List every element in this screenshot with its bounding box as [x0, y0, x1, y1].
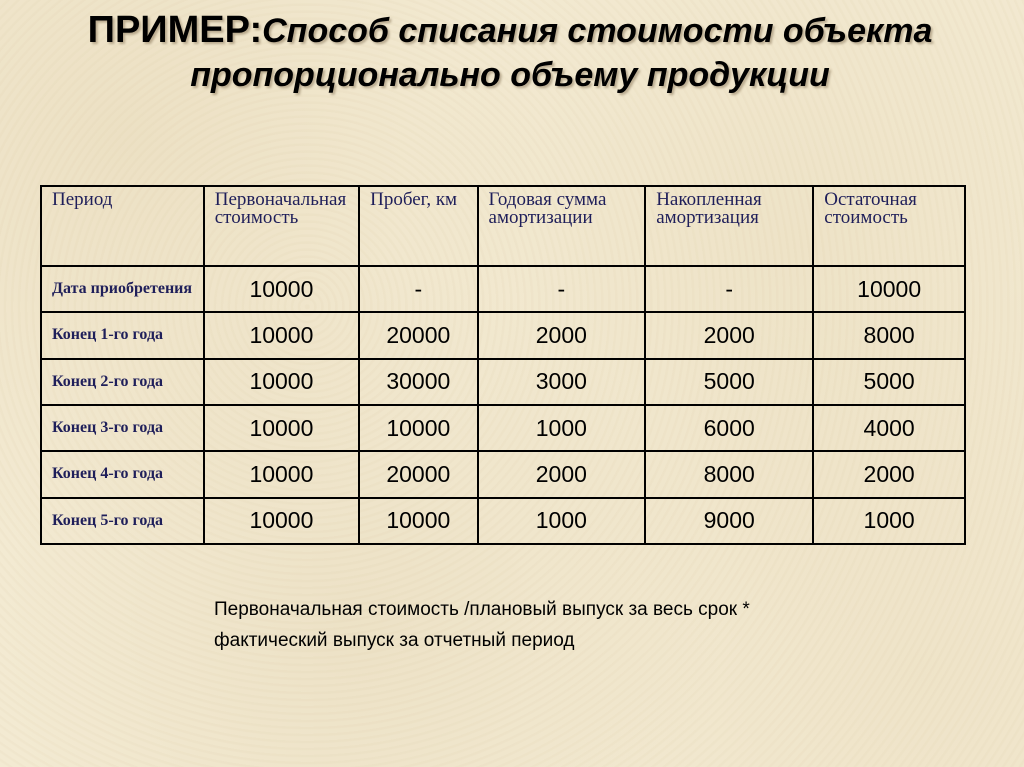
cell-mileage: 30000: [359, 359, 477, 405]
cell-initial-cost: 10000: [204, 451, 359, 497]
header-mileage: Пробег, км: [359, 186, 477, 266]
cell-initial-cost: 10000: [204, 498, 359, 544]
header-period: Период: [41, 186, 204, 266]
cell-annual-depreciation: 3000: [478, 359, 646, 405]
cell-mileage: 20000: [359, 312, 477, 358]
cell-annual-depreciation: -: [478, 266, 646, 312]
cell-annual-depreciation: 1000: [478, 498, 646, 544]
table-row: [41, 266, 965, 312]
row-period: Конец 5-го года: [41, 498, 204, 544]
row-period: Конец 3-го года: [41, 405, 204, 451]
slide-title: [40, 8, 980, 97]
table-row: [41, 498, 965, 544]
header-initial-cost: Первоначальная стоимость: [204, 186, 359, 266]
table-row: [41, 312, 965, 358]
header-residual-value: Остаточная стоимость: [813, 186, 965, 266]
cell-initial-cost: 10000: [204, 312, 359, 358]
cell-residual-value: 1000: [813, 498, 965, 544]
cell-accumulated-depreciation: 8000: [645, 451, 813, 497]
cell-mileage: 10000: [359, 405, 477, 451]
cell-mileage: -: [359, 266, 477, 312]
cell-residual-value: 5000: [813, 359, 965, 405]
cell-initial-cost: 10000: [204, 266, 359, 312]
cell-accumulated-depreciation: 2000: [645, 312, 813, 358]
cell-initial-cost: 10000: [204, 405, 359, 451]
cell-annual-depreciation: 2000: [478, 312, 646, 358]
row-period: Дата приобретения: [41, 266, 204, 312]
row-period: Конец 4-го года: [41, 451, 204, 497]
cell-initial-cost: 10000: [204, 359, 359, 405]
cell-accumulated-depreciation: 5000: [645, 359, 813, 405]
formula-text: Первоначальная стоимость /плановый выпуск за весь срок * фактический выпуск за отчетный период: [214, 599, 750, 651]
cell-mileage: 20000: [359, 451, 477, 497]
table-header-row: [41, 186, 965, 266]
title-lead: ПРИМЕР:: [87, 9, 263, 51]
cell-annual-depreciation: 2000: [478, 451, 646, 497]
cell-residual-value: 2000: [813, 451, 965, 497]
header-accumulated-depreciation: Накопленная амортизация: [645, 186, 813, 266]
amortization-table: [40, 185, 966, 545]
cell-residual-value: 8000: [813, 312, 965, 358]
table-row: [41, 451, 965, 497]
table-row: [41, 359, 965, 405]
cell-residual-value: 4000: [813, 405, 965, 451]
cell-accumulated-depreciation: 6000: [645, 405, 813, 451]
row-period: Конец 1-го года: [41, 312, 204, 358]
cell-mileage: 10000: [359, 498, 477, 544]
table-row: [41, 405, 965, 451]
row-period: Конец 2-го года: [41, 359, 204, 405]
cell-accumulated-depreciation: -: [645, 266, 813, 312]
header-annual-depreciation: Годовая сумма амортизации: [478, 186, 646, 266]
cell-residual-value: 10000: [813, 266, 965, 312]
cell-accumulated-depreciation: 9000: [645, 498, 813, 544]
title-text: Способ списания стоимости объекта пропорционально объему продукции: [190, 12, 933, 94]
cell-annual-depreciation: 1000: [478, 405, 646, 451]
